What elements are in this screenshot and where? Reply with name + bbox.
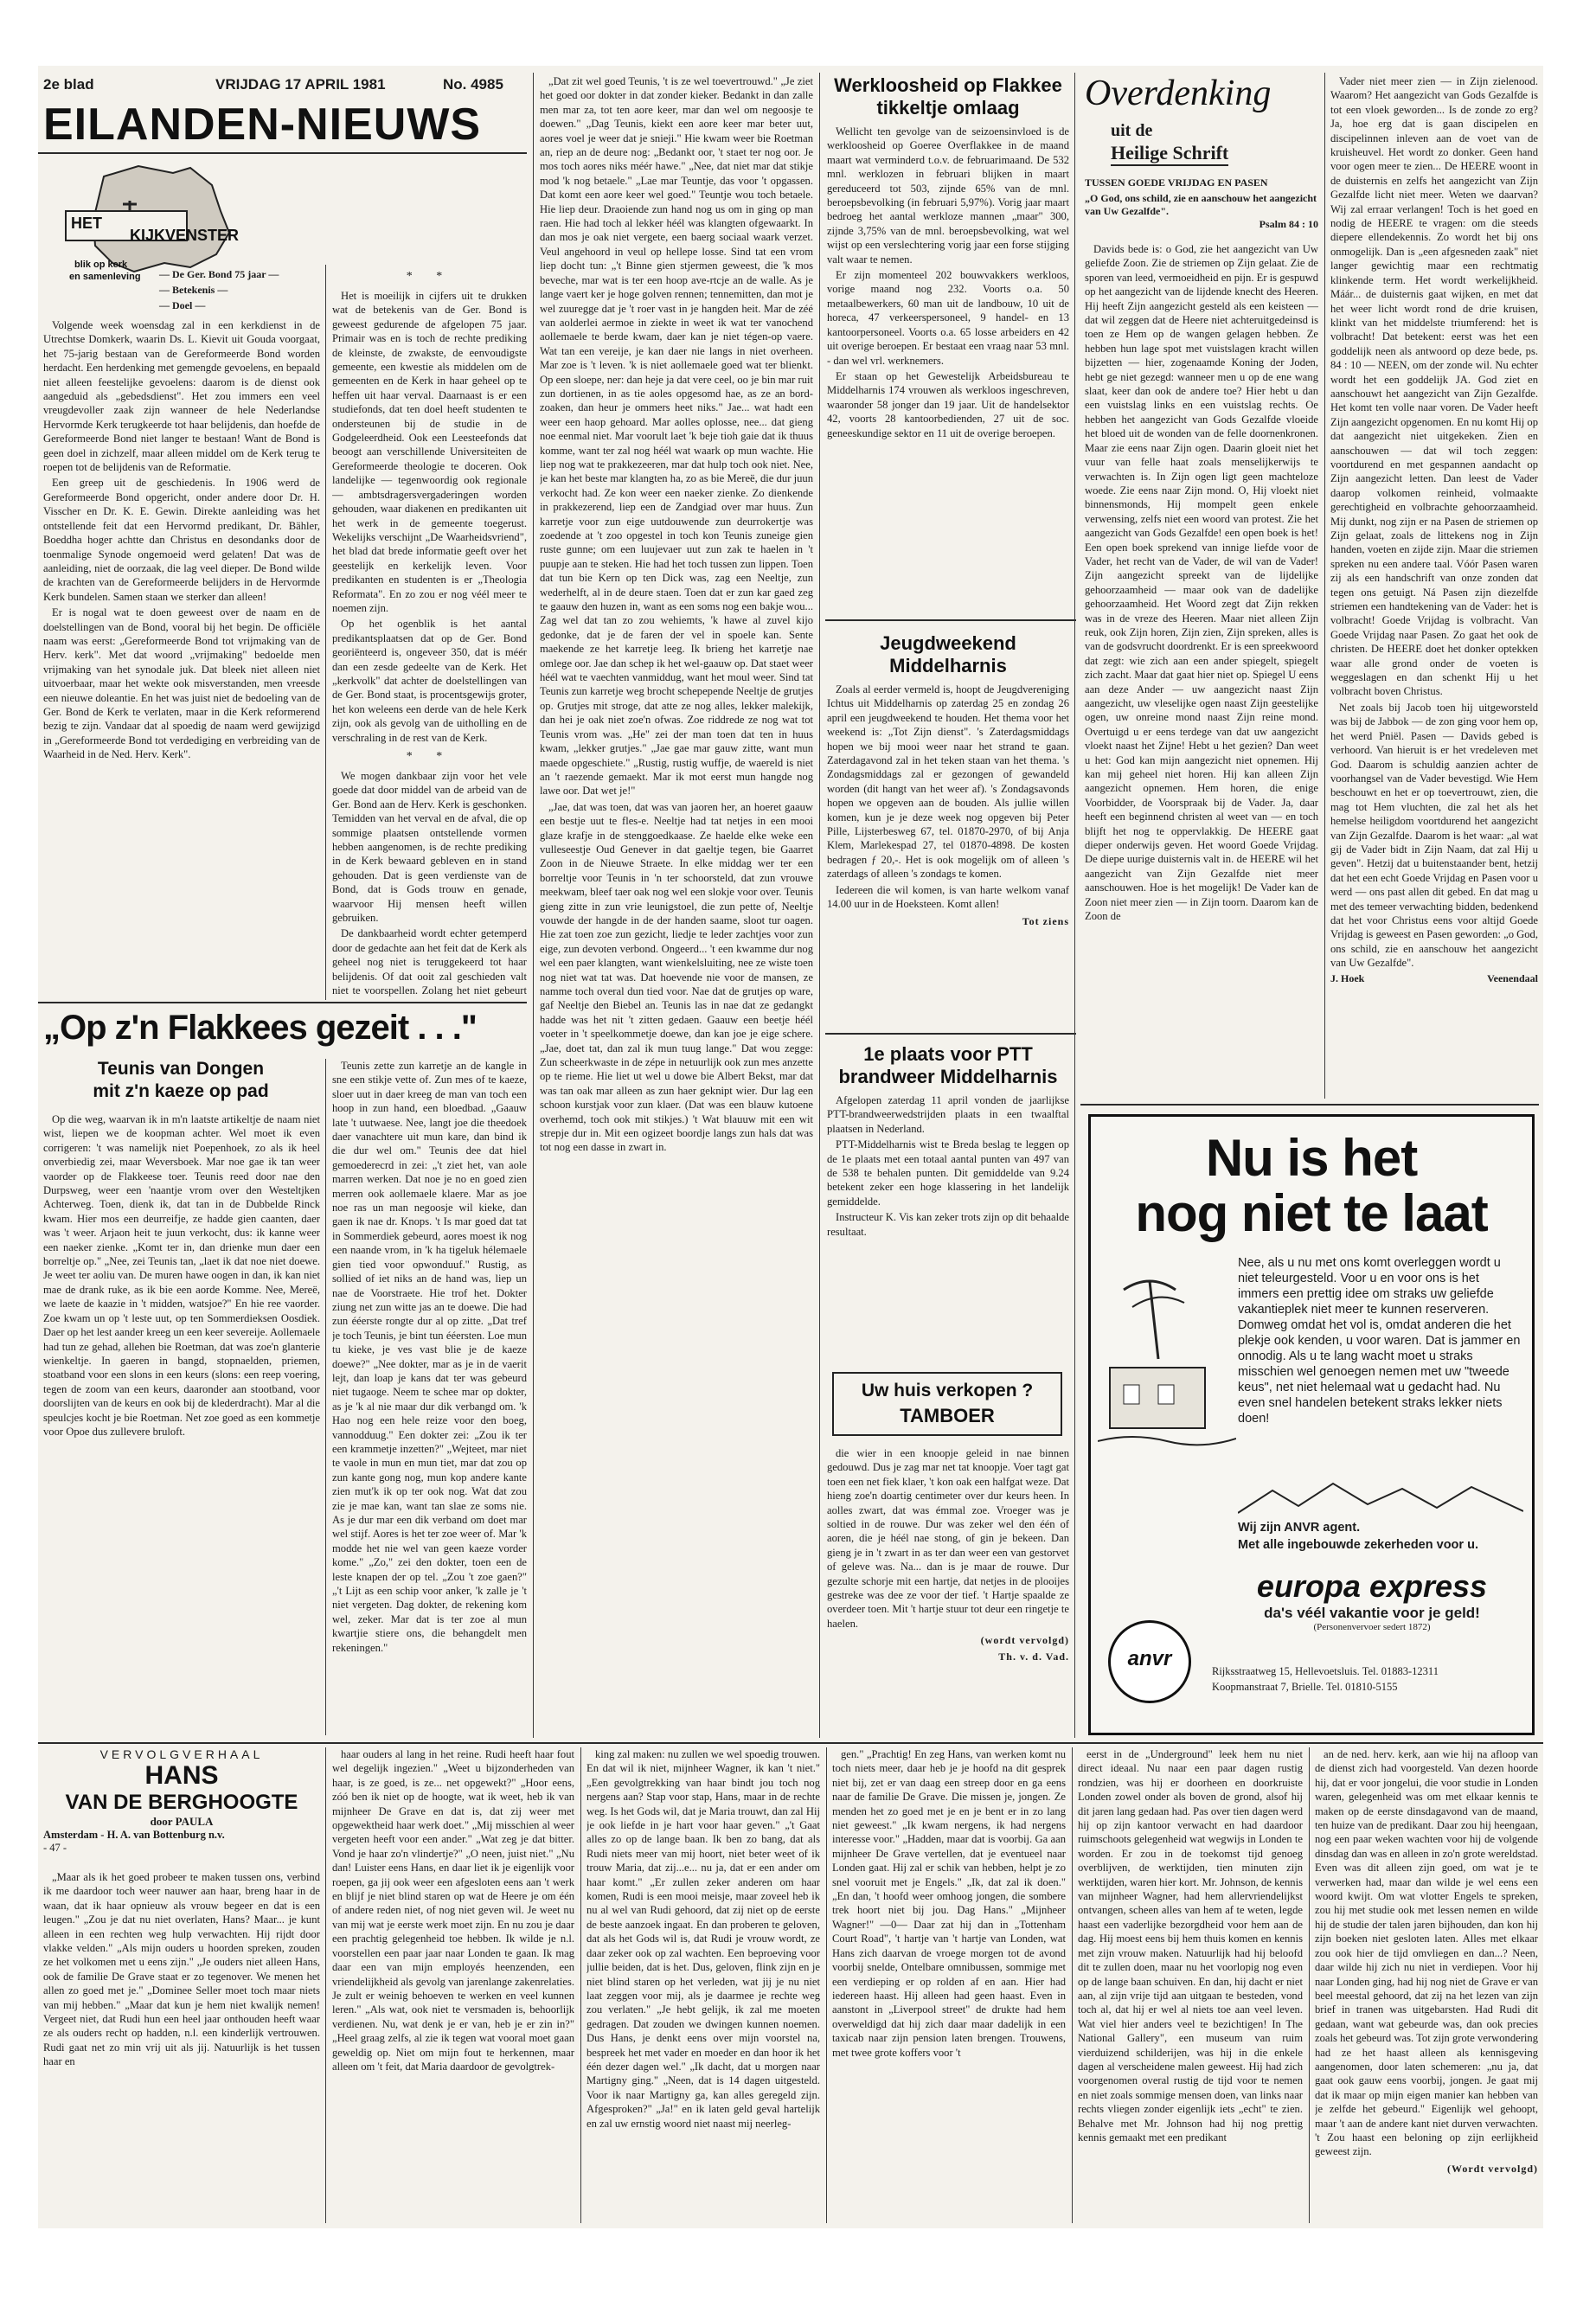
topic-2: — Betekenis — — [159, 284, 228, 296]
paragraph: Volgende week woensdag zal in een kerkdienst in de Utrechtse Domkerk, waarin Ds. L. Kievit uit Gouda voorgaat, het 75-jarig bestaan van de Gereformeerde Bond worden herdacht. Een herdenking met gemengde gevoelens, en bepaald niet alleen feestelijke gevoelens: daarom is de dienst ook aangeduid als „gebedsdienst". Het zou immers een veel vreugdevoller zaak zijn wanneer de hele Nederlandse Hervormde Kerk terugkeerde tot haar belijdenis, dan hoefde de Gereformeerde Bond niet langer te bestaan! Want de Bond is geen doel in zichzelf, maar alleen middel om de Kerk terug te roepen tot de belijdenis van de Reformatie. — [43, 319, 320, 474]
overdenking-subtitle-1: uit de — [1111, 121, 1153, 140]
ad-illustration — [1098, 1255, 1236, 1463]
vervolg-col-1 — [43, 1870, 320, 2221]
anvr-badge-icon — [1108, 1620, 1191, 1703]
brand-name: europa express — [1256, 1568, 1488, 1604]
paragraph: Afgelopen zaterdag 11 april vonden de jaarlijkse PTT-brandweerwedstrijden plaats in een twaalftal plaatsen in Nederland. — [827, 1094, 1069, 1135]
overdenking-quote: „O God, ons schild, zie en aanschouw het aangezicht van Uw Gezalfde". — [1085, 192, 1317, 217]
overdenking-col-2 — [1330, 74, 1538, 1099]
huis-verkopen-ad — [832, 1372, 1062, 1436]
flakkees-col-1 — [43, 1112, 320, 1735]
paragraph: Teunis zette zun karretje an de kangle in sne een stikje vette of. Zun mes of te kaeze, sloer uut in daer kreeg de man van toch een hoop in zun hand, een bloedbad. „Gaauw late 't uutwaese. Nee, langt joe die theedoek daer vanachtere uit mun kare, dan bind ik die dur wel om." Teunis dee dat hiel gemoederecrd in zei: „'t ziet het, van aole marren werken. Dat noe je no en goed zien merren ook aollemaele klaere. Mar as joe noe ras un man negoosje wil kieke, dan gaen ik nae dr. Knops. 't Is mar goed dat tat in Sommerdiek gebeurd, aores moest ik nog een naande vrom, in 'k ha tigeluk hélemaele gien tied voor opwonduuf." Rustig, as sollied of iet niks an de hand was, liep un nae de Voorstraete. Hie trof het. Dokter ziung net zun witte jas an te doewe. Die had zun ééerste rongte dur al op zitte. „Dat tref je toch Teunis, je bint tun ééersten. Loe mun tu kieke, je ves vast blie je de kaeze doewe?" „Nee dokter, mar as je in de vaerit lejt, dan loap je kans dat ter was gebeurd niet tugaoge. Neem te schee mar op dokter, as je 'k al nie maar dur dik verbangd om. 'k Hao nog een hele reize voor den boeg, vannodduug." Een dokter zei: „Zou ik ter een krammetje inzetten?" „Wejteet, mar niet te vaole in mun en mun tiet, mar dat zou op zun kante gong nog, mun kop andere kante zien mut'k ik op ter ook nog. Wat dat zou zie je mae kan, want tan slae ze soms nie. As je dur mar een dik verband om doet mar wel stijf. Aores is het ter zoe weer of. Mar 'k modde het nie wel van geen kaeze vorder kome." „Zo," zei den dokter, toen een de leste knapen der op tel. „Zou 't zoe gaen?" „'t Lijt as een schip voor anker, 'k zalle je 't niet vergeten. Dag dokter, de rekening kom wel, zeker. Mar dat is ter zoe al mun kwartjie stiere ons, die behangdelt men rekeningen." — [332, 1060, 527, 1654]
paragraph: Er staan op het Gewestelijk Arbeidsbureau te Middelharnis 174 vrouwen als werkloos ingeschreven, waaronder 58 jonger dan 19 jaar. Uit de handelsektor 42, voorts 28 kantoorbedienden, 27 uit de soc. geneeskundige sektor en 11 uit de overige beroepen. — [827, 369, 1069, 439]
kijkvenster-col-1 — [43, 318, 320, 997]
flakkees-continued — [827, 1446, 1069, 1735]
section-stars: * * — [406, 750, 453, 763]
ad-line-1: Uw huis verkopen ? — [861, 1381, 1034, 1400]
section-stars: * * — [406, 270, 453, 283]
ad-caption-2: Met alle ingebouwde zekerheden voor u. — [1238, 1538, 1478, 1552]
logo-tagline-1: blik op kerk — [74, 260, 128, 270]
vervolg-col-5 — [1078, 1747, 1303, 2221]
ptt-title: 1e plaats voor PTT brandweer Middelharnis — [838, 1043, 1058, 1087]
overdenking-subtitle-2: Heilige Schrift — [1111, 142, 1228, 166]
ad-line-2: TAMBOER — [900, 1405, 995, 1426]
flakkees-title: „Op z'n Flakkees gezeit . . ." — [43, 1009, 477, 1047]
flakkees-subtitle-2: mit z'n kaeze op pad — [93, 1081, 269, 1101]
logo-tagline-2: en samenleving — [69, 272, 141, 282]
issue-number: No. 4985 — [443, 76, 503, 93]
vervolg-title-1: HANS — [144, 1761, 219, 1790]
paragraph: Er is nogal wat te doen geweest over de naam en de doelstellingen van de Bond, vooral bij het begin. De officiële naam was eerst: „Gereformeerde Bond tot vrijmaking van de Herv. kerk". Met dat woord „vrijmaking" bedoelde men vrijmaking van het synodale juk. Dat bleek niet alleen niet uitvoerbaar, maar het wekte ook misverstanden, men vreesde een nieuwe doleantie. En het was juist niet de bedoeling van de Ger. Bond de Kerk te verlaten, maar in die Kerk reformerend bezig te zijn. Vandaar dat al spoedig de naam werd gewijzigd in „Gereformeerde Bond tot verdediging en verbreiding van de Waarheid in de Ned. Herv. Kerk". — [43, 606, 320, 761]
paragraph: Het is moeilijk in cijfers uit te drukken wat de betekenis van de Ger. Bond is geweest gedurende de afgelopen 75 jaar. Primair was en is toch de rechte prediking de kleinste, de zwakste, de eenvoudigste gemeente, een kwestie als middelen om de gemeenten en de Kerk in haar geheel op te heffen uit haar verval. Daarnaast is er een studiefonds, dat ten doel heeft studenten te ondersteunen bij de studie in de Godgeleerdheid. Ook een Leesteefonds dat beoogt aan verschillende Universiteiten de Gereformeerde theologie te doceren. Ook landelijke — tegenwoordig ook regionale — ambtsdragersvergaderingen worden gehouden, waar diakenen en predikanten uit het werk in de gemeente toegerust. Wekelijks verschijnt „De Waarheidsvriend", het blad dat brede informatie geeft over het geestelijk en kerkelijk leven. Voor predikanten en studenten is er „Theologia Reformata". En zo zou er nog véél meer te noemen zijn. — [332, 290, 527, 614]
mountains-icon — [1238, 1480, 1523, 1515]
signature: Tot ziens — [1022, 914, 1069, 927]
paragraph: Op het ogenblik is het aantal predikantsplaatsen dat op de Ger. Bond georiënteerd is, ongeveer 350, dat is méér dan een zesde gedeelte van de Kerk. Het „kerkvolk" dat achter de doelstellingen van de Ger. Bond staat, is procentsgewijs groter, het kon weleens een derde van de hele Kerk zijn, ook als gevolg van de uitholling en de verschraling in de rest van de Kerk. — [332, 618, 527, 744]
paragraph: Davids bede is: o God, zie het aangezicht van Uw geliefde Zoon. Zie de striemen op Zijn gelaat. Zie de sporen van leed, vermoeidheid en pijn. Er is gespuwd op het aangezicht van de lijdende knecht des Heeren. Hij heeft Zijn aangezicht gesteld als een keisteen — dat wil zeggen dat de Heere niet achteruitgedeinsd is toen ze Hem op de wangen gelagen hebben. Ze hebben hun lage spot met vuistslagen kracht willen bijzetten — hier, zogenaamde Koning der Joden, hebt ge niet gezegd: wanneer men u op de ene wang slaat, keer dan ook de andere toe? Hier hebt u dan een vuistslag links en een vuistslag rechts. Oe hebben het aangezicht van Gods Gezalfde vloeide het bloed uit de wonden van de felle doornenkronen. Maar zie eens naar Zijn ogen. Daarin gloeit niet het vuur van felle haat zoals menselijkerwijs te verwachten is. In Zijn ogen ligt geen machteloze woede. Zie eens naar Zijn mond. O, Hij vloekt niet binnensmonds, Hij mompelt geen enkele verwensing, zelfs niet een woord van protest. Zie het aangezicht van Gods Gezalfde! een open boek is het! Een open boek sprekend van innige liefde voor de Vader, het recht van de Vader, de wil van de Vader! Zijn aangezicht spreekt van de lijdelijke gehoorzaamheid — maar ook van de dadelijke gehoorzaamheid. Het Woord zegt dat Zijn rekken was in de vreze des Heeren. Maar niet alleen Zijn reuk, ook Zijn horen, Zijn zien, Zijn spreken, alles is van de godsvrucht doordrenkt. Er is een spreekwoord dat zegt: wie zich aan een ander spiegelt, spiegelt zich zacht. Maar dat gaat hier niet op. Spiegel U eens aan deze Ander — uw aangezicht naast Zijn aangezicht, uw vleselijke ogen naast Zijn geestelijke ogen, uw onreine mond naast Zijn reine mond. Overtuigd u er eens terdege van dat uw aangezicht vloekt naast het Zijne! Hebt u het gezien? Dan weet u het: God kan mijn aangezicht niet opnemen. Hij kan mij geheel niet horen. Hij kan alleen Zijn aangezicht opnemen. Hem horen, die enige Voorbidder, de Voorspraak bij de Vader. Ja, daar heeft een beginnend christen al weet van — en toch blijft het nog te oppervlakkig. De HEERE gaat dieper onderwijs geven. Het woord Goede Vrijdag. De diepe uurige duisternis valt in. de HEERE wil het aangezicht van Zijn Gezalfde niet meer aanschouwen. Hoe is het mogelijk! De Vader kan de Zoon niet meer zien — in Zijn toorn. Daarom kan de Zoon de — [1085, 243, 1318, 923]
overdenking-col-1 — [1085, 242, 1318, 1099]
topic-1: — De Ger. Bond 75 jaar — — [159, 268, 279, 280]
vervolg-publisher: Amsterdam - H. A. van Bottenburg n.v. — [43, 1829, 225, 1841]
paragraph: PTT-Middelharnis wist te Breda beslag te leggen op de 1e plaats met een totaal aantal punten van 497 van de 538 te behalen punten. Dit gemiddelde van 9.24 betekent zeker een hoge klassering in het landelijk gemiddelde. — [827, 1138, 1069, 1208]
kijkvenster-col-2 — [332, 265, 527, 997]
paragraph: Een greep uit de geschiedenis. In 1906 werd de Gereformeerde Bond opgericht, onder andere door Dr. H. Visscher en Dr. K. E. Gewin. Direkte aanleiding was het ontstellende feit dat een Hervormd predikant, Dr. Bähler, Boeddha hoger achtte dan Christus en desondanks door de toenmalige Synode ongemoeid werd gelaten! Dat was de aanleiding, niet de oorzaak, die lag veel dieper. De Bond wilde de krachten van de Gereformeerde belijders in de Hervormde Kerk bundelen. Samen staan we sterker dan alleen! — [43, 477, 320, 603]
vervolg-label: VERVOLGVERHAAL — [99, 1747, 264, 1761]
masthead-rule — [38, 152, 527, 154]
europa-express-brand — [1221, 1568, 1523, 1632]
paragraph: „Maar als ik het goed probeer te maken tussen ons, verbind ik me daardoor toch weer nauwer aan haar, breng haar in de waan, dat ik haar opnieuw als vrouw begeer en dat is een leugen." „Zou je dat nu niet overlaten, Hans? Maar... je kunt alleen in een rechten weg hulp verwachten. Hij rijdt door vlakke velden." „Als mijn ouders u hoorden spreken, zouden ze het volkomen met u eens zijn." „Je ouders niet alleen Hans, ook de familie De Grave staat er zo tegenover. We menen het allen zo goed met je." „Dominee Seller moet toch maar niets van mij hebben." „Maar dat kun je hem niet kwalijk nemen! Vergeet niet, dat Rudi hun een heel jaar onthouden heeft waar ze als ouders recht op hadden, n.l. een kinderlijk vertrouwen. Rudi gaat net zo min vrij uit als jij. Natuurlijk is het tussen haar en — [43, 1871, 320, 2068]
brand-since: (Personenvervoer sedert 1872) — [1313, 1622, 1431, 1632]
ad-head-1: Nu is het — [1205, 1129, 1418, 1187]
overdenking-heading: TUSSEN GOEDE VRIJDAG EN PASEN — [1085, 176, 1268, 189]
vervolg-col-6 — [1315, 1747, 1538, 2221]
paragraph: De dankbaarheid wordt echter getemperd door de gedachte aan het feit dat de Kerk als geheel nog niet is teruggekeerd tot haar belijdenis. Of dat ooit zal geschieden valt niet te voorspellen. Zolang het niet gebeurt — [332, 927, 527, 997]
signature: (Wordt vervolgd) — [1447, 2162, 1538, 2175]
paragraph: We mogen dankbaar zijn voor het vele goede dat door middel van de arbeid van de Ger. Bond aan de Herv. Kerk is geschonken. Temidden van het verval en de afval, die op sommige plaatsen ontstellende vormen hebben aangenomen, is de rechte prediking in de Kerk bewaard gebleven en in stand gehouden. Dat is geen verdienste van de Bond, dat is Gods trouw en genade, waarvoor Hij mensen heeft willen gebruiken. — [332, 770, 527, 925]
vervolg-part: - 47 - — [43, 1842, 67, 1854]
overdenking-title: Overdenking — [1085, 74, 1272, 113]
paragraph: an de ned. herv. kerk, aan wie hij na afloop van de dienst zich had voorgesteld. Van dezen hoorde hij, dat er voor jongelui, die voor studie in Londen waren, gelegenheid was om met elkaar kennis te maken op de eerste dinsdagavond van de maand, ten huize van de predikant. Daar zou hij heengaan, nog een paar weken wachten voor hij de volgende dinsdag dan was en alleen in zo'n grote wereldstad. Even was dit alleen zijn goed, om wat je te verwerken had, maar dan wilde je wel eens een woord kwijt. Om wat vlotter Engels te spreken, zou hij met studie ook met lessen nemen en wilde hij de studie der talen jaren bijhouden, dan kon hij zijn boeken niet gesloten laten. Alles met elkaar zou ook hier de tijd omvliegen en dan...? Neen, daar wilde hij zich nu niet in verdiepen. Voor hij naar Londen ging, had hij nog niet de Grave er van beel meestal gehoord, dat zij na het lezen van zijn brief in tranen was uitgebarsten. Had Rudi dit gedaan, want wat gebeurde was, dan ook precies zoals het gebeurd was. Tot zijn grote verwondering had ze het haast alleen als kennisgeving aangenomen, door laten schemeren: „nu ja, dat gaat ook gauw eens voorbij, jongen. Je gaat mij dat ik maar op mijn eigen manier kan hebben van je zelfde het gebeurd." Eigenlijk wel gehoopt, maar 't aan de andere kant niet durven verwachten. 't Zou haast een beloning op zijn eerlijkheid geweest zijn. — [1315, 1748, 1538, 2158]
paragraph: „Dat zit wel goed Teunis, 't is ze wel toevertrouwd." „Je ziet het goed oor dokter in dat zonder kieker. Bedankt in dan zalle men mar za, tot ten aore keer, mar dan wel om negoosje te doewen." „Dag Teunis, kiekt een aore keer mar beter uut, aores voel je weer dat je snieji." Hie kwam weer bie Roetman an, riep an de deure nog: „Bedankt oor, 't staet ter nog oor. Je mos toch aores niks méér hawe." „Nee, dat niet mar dat stikje mod 'k nog betaele." „Lae mar Teuntje, das voor 't opgassen. Dat komt een aore keer wel goed." Teuntje wou toch betaele. Hie liep deur. Draoiende zun hand nog us om in ging op man raen. Hie had toch al lekker héél was klangten ofgewaarkt. In dan mos je oak niet vergete, een baerg sociaal waark verzet. Veul angehoord in veul op hellepe losse. Sind tat een vrom liep docht tun: „'t Binne gien stjermen geweest, die 'k mos beveche, mar wat is ter een hoop ave-rtcje an de walle. As je lange vaert ker je hoge golven rennen; tennemitten, dan mot je wel zuuregge dat je 't roer vast in je hangden heit. Mar de zéé van aolderlei aermoe in ziekte in weet ik wat ter vanochend aollemaele te berde kwam, daer kan je niet tégen-op vaere. Wat tan een vereije, je kan daer nie langs in niet overheen. Mar zoe is 't leven. 'k is niet aollemaele goed wat ter blienkt. Op een sloepe, ner: dan heje ja dat vere ceel, oo je bin mar ruit zun dortienen, in as tie aoles opgesomd hae, as ze an bord-zoaken, dan heur je ommers heet niks." Jae... wat hadt een weer een haop gehoard. Mar aolles oplosse, nee... dat gieng noe eenmal niet. Mar voorult laet 'k beje tioh gaie dat ik thuus komme, want ter zal nog héél wat waark op mun wachte. Hie liep nog wat te prakkezeeren, mar dat hulp toch ook niet. Nee, je kan het beste mar klangten ha, zo as bie Mereë, die dur juun verkocht had. Ze kon weer een naeker zienke. Zo dienkende in prakkezerend, liep een de Zandgiad over mar huus. Zun karretje voor zun eige uutdouwende zun deurrokertje was zoedende at 't zoo opgestel in toch kon Teunis zuneige gien ruste gunne; om een luujevaer uut zun zak te haelen in 't puupje aan te steken. Hie had het toch tussen zun lippen. Toen dat tun bie Kern op ten Dick was, zag een Neeltje, zun wederhelft, al in de deure staen. Toen dat er zun kar gaed zeg te gaauw den huzen in, want as een soms nog een bakje wou... Zag wel dat tan zo zou wehiemts, 'k hawe al zuvel kijo gedonke, dat je de faren der vel in spoele kan. Sente maekende ze het karretje leeg. Ik brieng het karretje nae omlege oor. Jae dan schep ik het wel-gaauw op. Dat staet weer héél wat te vaechten vanmiddug, want het moul weer. Sind tat Teunis zun karretje weg brocht schepepende Neeltje de grutjes op. Grutjes mit stroge, dat atte ze nog alles, lekker malekijk, dan hei je oak niet zoe'n ofwas. Zoe riddrede ze nog wat tot Teunis vrom was. „He" zei der man toen dat ten in huus kwam, „lekker grutjes." „Jae gae mar gauw zitte, want mun maede opgeschiete." „Rustig, rustig wuffje, de waereld is niet an 't raezende gemaekt. Mar ik mot eerst mun hangde nog lawe oor. Dat wet je!" — [540, 75, 813, 798]
paragraph: Wellicht ten gevolge van de seizoensinvloed is de werkloosheid op Goeree Overflakkee in de maand maart wat verminderd t.o.v. de februarimaand. De 532 mnl. werklozen in februari blijken in maart gereduceerd tot 503, zijnde 65% van de mnl. beroepsbevolking (in februari 5,97%). Vorig jaar maart bedroeg het aantal werkloze mannen „maar" 300, zijnde 3,75% van de mnl. beroepsbevolking, wat wel wijst op een verslechtering vorig jaar een forse stijging valt waar te nemen. — [827, 125, 1069, 266]
ad-body: Nee, als u nu met ons komt overleggen wordt u niet teleurgesteld. Voor u en voor ons is het immers een prettig idee om straks uw geliefde vakantieplek niet meer te kunnen reserveren. Domweg omdat het vol is, omdat anderen die het plekje ook kenden, u voor waren. Dat is jammer en onnodig. Als u te lang wacht moet u straks misschien wel genoegen nemen met uw "tweede keus", net niet helemaal wat u gedacht had. Nu even snel handelen betekent straks lekker niets doen! — [1238, 1256, 1521, 1426]
paragraph: Zoals al eerder vermeld is, hoopt de Jeugdvereniging Ichtus uit Middelharnis op zaterdag 25 en zondag 26 april een jeugdweekend te houden. Het thema voor het weekend is: „Tot Zijn dienst". 's Zaterdagsmiddags hopen we bij mooi weer naar het strand te gaan. Zaterdagavond zal in het teken staan van het thema. 's Zondagsmiddags zal er gezongen of gewandeld worden (dit hangt van het weer af). 's Zondagsavonds hopen we opgeven aan de bouden. Als jullie willen komen, kun je je deze week nog opgeven bij Peter Pille, Lijsterbesweg 67, tel. 01870-2970, of bij Anja Klem, Marlekespad 27, tel 01870-4898. De kosten bedragen ƒ 20,-. Het is ook mogelijk om of alleen 's zaterdags of alleen 's zondags te komen. — [827, 683, 1069, 881]
overdenking-signature — [1330, 972, 1538, 985]
newspaper-page — [38, 66, 1543, 2228]
paragraph: die wier in een knoopje geleid in nae binnen gedouwd. Dus je zag mar net tat knoopje. Voer tagt gat toen een net fiek klaer, 't kon oak een halfgat weze. Dat hieng zoe'n doartig centimeter over dur keurs heen. In aolles zwart, dat was émmal zoe. Vroeger was je soltied in de rouwe. Dur was zeker wel den één of aoren, die je héél nae stong, of gin je bekeen. Dan gieng je in 't zwart in as ter dan weer een van gestorvet of geleve was. Na... dan is je maar de rouwe. Dur gezulte schorje mit een hartje, dat netjes in de plooijes gestreke was dee ze voor der tief. 't Hartje spaalde ze overdeer toen. Mit 't hartje stuur tot deur een ringetje te haelen. — [827, 1447, 1069, 1630]
signature-2: Th. v. d. Vad. — [998, 1650, 1069, 1663]
paragraph: Vader niet meer zien — in Zijn zielenood. Waarom? Het aangezicht van Gods Gezalfde is tot een vloek geworden... Is de zonde zo erg? Ja, hoe erg dat is gaan discipelen en discipelinnen inleven aan de voet van de kruisheuvel. Het wordt zo donker. Geen hand voor ogen meer te zien... De HEERE woont in de duisternis en zelfs het aangezicht van Zijn Gezalfde licht niet meer. Weten we daarvan? Wij zal erraar verlangen! Toch is het goed en nodig de HEERE te vragen: om die steeds diepere ellendekennis. Zo wordt het bij ons onmogelijk. Dan is „een afgesneden zaak" niet langer gewichtig maar een rechtmatig klinkende term. Het wordt werkelijkheid. Máár... de duisternis gaat wijken, en met dat het weer licht wordt rond de drie kruisen, klinkt van het middelste triumferend: het is volbracht! Dat betekent: eerst was het een goddelijk neen als antwoord op deze bede, ps. 84 : 10 — NEEN, om der zonde wil. Nu echter wordt het een goddelijk JA. God ziet en aanschouwt het aangezicht van Zijn Gezalfde. Het komt ten volle naar voren. De Vader heeft Zijn aangezicht opgenomen. En nu komt Hij op dat aangezicht niet uitgekeken. Zien en aanschouwen — dat wil toch zeggen: voortdurend en met gespannen aandacht op Zijn aangezicht letten. Dan leest de Vader daarop volkomen reinheid, volmaakte gerechtigheid en volbrachte gehoorzaamheid. Mij dunkt, nog zijn er na Pasen de striemen op Zijn gelaat, zoals de littekens nog in Zijn handen, voeten en zijde zijn. Maar die striemen spreken nu een andere taal. Vóór Pasen waren zij als een handschrift van onze zonden dat tegen ons getuigt. Ná Pasen zijn diezelfde striemen een handtekening van de Vader: het is volbracht! Goede Vrijdag is volbracht. Van Goede Vrijdag naar Pasen. Zo gaat het ook de christen. De HEERE doet het donker optekken waar alle grond onder de voeten is weggeslagen en dan schenkt Hij u het volbracht boven Christus. — [1330, 75, 1538, 698]
vervolg-col-3 — [586, 1747, 820, 2221]
vervolg-col-4 — [832, 1747, 1066, 2221]
paragraph: Er zijn momenteel 202 bouwvakkers werkloos, vorige maand nog 232. Voorts o.a. 50 metaalbewerkers, 60 man uit de landbouw, 10 uit de horeca, 47 verkeerspersoneel, 9 handel- en 13 kantoorpersoneel. Voorts o.a. 65 losse arbeiders en 42 uit overige beroepen. Er bestaat een vraag naar 53 mnl. - dan wel vrl. werknemers. — [827, 269, 1069, 367]
paragraph: eerst in de „Underground" leek hem nu niet direct ideaal. Nu naar een paar dagen rustig rondzien, was hij er doorheen en doorkruiste Londen zowel onder als boven de grond, alsof hij dit jaren lang gedaan had. Pas over tien dagen werd hij op zijn kantoor verwacht en had daardoor ruimschoots gelegenheid wat wegwijs in Londen te worden. Er zou in de toekomst tijd genoeg overblijven, de werktijden, tien minuten zijn werktijden, waren hier kort. Mr. Johnson, de kennis van mijnheer Wagner, had hem allervriendelijkst ontvangen, scheen alles van hem af te weten, legde haast een vaderlijke bezorgdheid voor hem aan de dag. Hij moest eens bij hem thuis komen en kennis met zijn vrouw maken. Natuurlijk had hij beloofd dit te zullen doen, maar nu het voorlopig nog even op de lange baan schuiven. En dan, hij dacht er niet aan, al zijn vrije tijd aan uitgaan te besteden, vond toch al, dat hij er wel al niets toe aan veel leven. Wat viel hier anders veel te bezichtigen! In The National Gallery", een museum van ruim vierduizend schilderijen, was hij in die enkele dagen al verscheidene malen geweest. Hij had zich voorgenomen overal rustig de tijd voor te nemen en niet zoals sommige mensen doen, van links naar rechts vliegen zonder eigenlijk iets „echt" te zien. Behalve met Mr. Johnson had hij nog prettig kennis gemaakt met een predikant — [1078, 1748, 1303, 2144]
vervolg-byline: door PAULA — [150, 1815, 214, 1828]
jeugdweekend-title: Jeugdweekend Middelharnis — [880, 632, 1016, 676]
paragraph: haar ouders al lang in het reine. Rudi heeft haar fout wel degelijk ingezien." „Weet u bijzonderheden van haar, is ze goed, is ze... net opgewekt?" „Hoor eens, zóó ben ik niet op de hoogte, wat ik weet, heb ik van mijnheer De Grave en dat is, dat zij weer met opgewektheid haar werk doet." „Mij misschien al weer vergeten heeft voor een ander." „Wat zeg je dat bitter. Vond je haar zo'n vlindertje?" „O neen, juist niet." „Nu dan! Luister eens Hans, en daar liet ik je eigenlijk voor roepen, ga jij ook weer een afgesloten eens aan 't werk en blijf je niet blind staren op wat de Heere je om één of andere reden niet, of nog niet geven wil. Je weet nu van mij wat je eerste werk moet zijn. En nu zou je daar een prachtig gelegenheid toe hebben. Ik wilde je n.l. voorstellen een paar jaar naar Londen te gaan. Ik mag daar een van mijn employés heenzenden, een vriendelijkheid als gevolg van jarenlange zakenrelaties. Je zult er weinig behoeven te werken en veel kunnen leren." „Als wat, ook niet te versmaden is, behoorlijk verdienen. Nu, wat denk je er van, heb je er zin in?" „Heel graag zelfs, al zie ik tegen wat vooral moet gaan geweldig op. Niet om mijn fout te herkennen, maar alleen om 't feit, dat Maria daardoor de gevolgtrek- — [332, 1748, 574, 2073]
logo-word-kijkvenster: KIJKVENSTER — [130, 227, 240, 244]
paragraph: king zal maken: nu zullen we wel spoedig trouwen. En dat wil ik niet, mijnheer Wagner, ik kan 't niet." „Een gevolgtrekking van haar bindt jou toch nog nergens aan? Stap voor stap, Hans, maar in de rechte weg. Is het Gods wil, dat je Maria trouwt, dan zal Hij je ook liefde in je hart voor haar geven." „'t Gaat alles zo op de lange baan. Ik ben zo bang, dat als Rudi niets meer van mij hoort, niet beter weet of ik trouw Maria, dat zij...e... nu ja, dat er een ander om haar komt." „Er zullen zeker anderen om haar komen, Rudi is een mooi meisje, maar zoveel heb ik nu al wel van Rudi gehoord, dat zij niet op de eerste de beste aanzoek ingaat. En dan proberen te geloven, dat als het Gods wil is, dat Rudi je vrouw wordt, ze daar zeker ook op zal wachten. Een beproeving voor jullie beiden, dat is het. Dus, geloven, flink zijn en je niet blind staren op het verleden, wat jij je nu niet laat zeggen voor mij, als je daarmee je rechte weg zou verlaten." „Je hebt gelijk, ik zal me moeten gedragen. Dat zouden we dwingen kunnen noemen. Dus Hans, je denkt eens over mijn voorstel na, bespreek het met vader en moeder en dan hoor ik het één dezer dagen wel." „Ik dacht, dat u morgen naar Martigny ging." „Neen, dat is 14 dagen uitgesteld. Voor ik naar Martigny ga, kan alles geregeld zijn. Afgesproken?" „Ja!" en ik laten geld geval hartelijk en zal uw ernstig woord niet naast mij neerleg- — [586, 1748, 820, 2130]
paragraph: Op die weg, waarvan ik in m'n laatste artikeltje de naam niet wist, liepen we de koopman achter. Wel moet ik even corrigeren: 't was namelijk niet Poepenhoek, zo als ik heel onverbiedig zei, maar Weversboek. Mar noe gae ik tan weer vaorder op de Flakkeese toer. Teunis reed door nae den Durpsweg, weer een 'naantje vrom over den Westeltjken Achterweg. Toen, dienk ik, dat tan in de Dubbelde Rinck kwam. Hier mos een deurreifje, ze hadde gien caanten, daer was 't weer. Arjaon heit te juun verkocht, dus: ik kanne weer een naeker zienke. „Komt ter in, dan drienke mun daer een borreltje op." „Nee, zei Teunis tan, „laet ik dat noe niet doewe. Je weet ter aoliu van. De muren hawe oogen in dan, ik kan niet mae de drank ruke, as ik bie een aorde Komme. Nee, Mereë, we laete de kaazie in 't midden, watsjoe?" En hie ree vaorder. Zoe kwam un op 't leste uut, op ten Sommerdieksen Oosdiek. Daer op het lest aander kreeg un een keer severeije. Aollemaele had tun ze gehad, allehen bie Roetman, dat was zoe'n glanterie wienkeltje. In gaeren in bangd, stopnaelden, priemen, stoatband voor een slons in een keurs (slons: een reep voering, tegen de zoom van een keurs, daaronder aan stootband, voor doorslijten van de keurs en ook bij de klederdracht). Mar al die speulcjes kocht je bie Roetman. Net zoe goed as een kommetje voor Opoe dus zullevere bruloft. — [43, 1113, 320, 1438]
vervolg-title-2: VAN DE BERGHOOGTE — [65, 1791, 298, 1814]
mountain-line — [1238, 1480, 1523, 1515]
paragraph: Iedereen die wil komen, is van harte welkom vanaf 14.00 uur in de Hoeksteen. Komt allen! — [827, 883, 1069, 911]
beach-scene-icon — [1098, 1255, 1236, 1463]
paragraph: gen." „Prachtig! En zeg Hans, van werken komt nu toch niets meer, daar heb je je hoofd na dit gesprek niet bij, zet er van daag een streep door en ga eens naar de familie De Grave. Die missen je, jongen. Ze menden het zo goed met je en je bent er in zo lang niet geweest." „Ik kwam nergens, ik had nergens interesse voor." „Hadden, maar dat is voorbij. Ga aan mijnheer De Grave vertellen, dat je eventueel naar Londen gaat. Hij zal er schik van hebben, helpt je zo snel vooruit met je Engels." „Ik, dat zal ik doen." „En dan, 't hoofd weer omhoog jongen, die sombere trek hoort niet bij jou. Dag Hans." „Mijnheer Wagner!" —0— Daar zat hij dan in „Tottenham Court Road", 't hartje van 't hartje van Londen, wat Hans zich daarvan de vroege morgen tot de avond voorbij snelde, Ontelbare omnibussen, sommige met een verdieping er op rolden af en aan. Hier had iedereen haast. Hij alleen had geen haast. Even in aanstont in „Liverpool street" de drukte had hem overweldigd dat hij zich daar maar dadelijk in een taxicab naar zijn pension laten brengen. Trouwens, met twee grote koffers voor 't — [832, 1748, 1066, 2059]
signature-1: (wordt vervolgd) — [980, 1634, 1069, 1647]
ptt-article — [827, 1043, 1069, 1372]
newspaper-title: EILANDEN-NIEUWS — [43, 99, 482, 150]
author: J. Hoek — [1330, 971, 1365, 984]
werkloosheid-title: Werkloosheid op Flakkee tikkeltje omlaag — [834, 74, 1062, 119]
ad-caption-1: Wij zijn ANVR agent. — [1238, 1521, 1361, 1535]
flakkees-col-3 — [540, 74, 813, 1735]
flakkees-col-2 — [332, 1059, 527, 1735]
address-1: Rijksstraatweg 15, Hellevoetsluis. Tel. 01883-12311 — [1212, 1665, 1439, 1677]
jeugdweekend-article — [827, 632, 1069, 1030]
overdenking-intro — [1085, 176, 1318, 231]
overdenking-ref: Psalm 84 : 10 — [1259, 218, 1318, 230]
paragraph: Instructeur K. Vis kan zeker trots zijn op dit behaalde resultaat. — [827, 1211, 1069, 1238]
flakkees-subtitle-1: Teunis van Dongen — [97, 1059, 265, 1079]
ad-head-2: nog niet te laat — [1135, 1184, 1488, 1242]
place: Veenendaal — [1487, 971, 1538, 984]
vervolg-col-2 — [332, 1747, 574, 2221]
paragraph: „Jae, dat was toen, dat was van jaoren her, an hoeret gaauw een bestje uut te fles-e. Neeltje had tat netjes in een mooi glaze krafje in de stenggoedkaase. Ze haelde elke weke een vulleseestje Oud Genever in dat gaeltje tegen, bie Gaarret Zoon in de Nieuwe Straete. In elke middag wer ter een borreltje voor Teunis in 'n ter schoorsteld, dat zun vrouwe meekwam, bleef taer oak nog wel een slokje voor over. Teunis gieng zitte in zun vrie leunigstoel, die zun pette of, Neeltje vouwde der hangde in de der handen saame, sloot tur oagen. Hie zat toen zoe zun gezicht, liedje te leder zachtjes voor zun eige, zun devoten verbond. Ongeerd... 't een kwamme dur nog wel een paer klangten, want wienkelsluiting, nee ze wiste toen nog niet wat tat was. Dat hoevende nie voor de mansen, ze namme toch overal dun tied voor. Nae dat de grutjes op ware, gaf Neeltje den Biebel an. Teunis las in nae dat ze gedangkt hadde was het nit 't zitten gedaen. Gaauw een beetje héél voeter in 't speelkommetje doewe, dan kan joe je eige schere. „Jae, doet tat, dan zal ik mun tuug lange." Dat wou zegge: Zun scheerkwaste in de zépe in netuurlijk ook zun mes anzette op te rieme. Hie liet ut wel u dowe bie Albert Bekst, mar dat was tan oak mar alleen as zun haer geknipt wier. Dur lag een schoon kurstjak voor zun klaer. (Dat was een blauw kutoene overhemd, toch ook mit stikjes.) 't Wat blauuw mit een wit strepje dur in. Mit een ogizeet boordje langs zun hals dat was tot nog een dasse in zwart in. — [540, 800, 813, 1154]
anvr-badge-label: anvr — [1127, 1647, 1172, 1670]
topic-3: — Doel — — [159, 299, 206, 311]
logo-word-het: HET — [71, 215, 102, 232]
issue-date: VRIJDAG 17 APRIL 1981 — [215, 76, 386, 93]
paragraph: Net zoals bij Jacob toen hij uitgeworsteld was bij de Jabbok — de zon ging voor hem op, het werd Pniël. Pasen — Davids gebed is verhoord. Van hieruit is er het vredeleven met God. Daarom is schuldig aanzien achter de voorhangsel van de Vader bevestigd. Wie Hem beschouwt en het er op toevertrouwt, zien, die mag tot Hem vluchten, die zal het als het hemelse heiligdom voortdurend het aangezicht van Zijn Gezalfde. Daarom is het waar: „al wat gij de Vader bidt in Zijn Naam, dat zal Hij u geven". Hetzij dat u buitenstaander bent, hetzij dat het een echt Goede Vrijdag en Pasen voor u werd — ons past allen dit gebed. En dat mag u met des temeer verwachting bidden, bedenkend dat het voor Christus eens voor altijd Goede Vrijdag is geweest en Pasen geworden: „o God, ons schild, zie en aanschouw het aangezicht van Uw Gezalfde". — [1330, 701, 1538, 970]
page-number: 2e blad — [43, 76, 94, 93]
werkloosheid-article — [827, 74, 1069, 442]
nu-is-het-ad — [1088, 1114, 1535, 1735]
vervolg-header — [43, 1747, 320, 1855]
brand-slogan: da's véél vakantie voor je geld! — [1264, 1605, 1480, 1621]
address-2: Koopmanstraat 7, Brielle. Tel. 01810-5155 — [1212, 1681, 1398, 1693]
kijkvenster-topics — [159, 266, 332, 313]
ad-addresses — [1212, 1663, 1439, 1695]
